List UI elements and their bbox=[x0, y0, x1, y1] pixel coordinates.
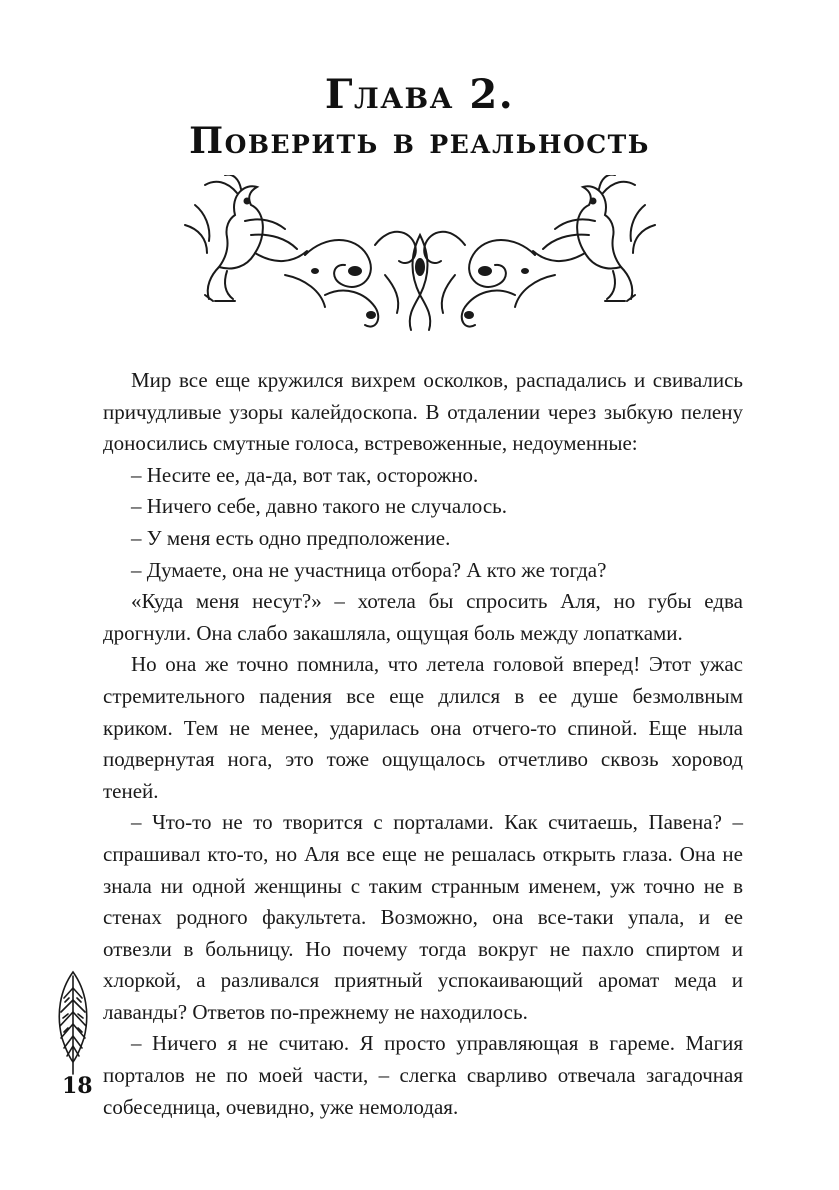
page-number: 18 bbox=[62, 1073, 93, 1099]
chapter-body-text bbox=[103, 365, 743, 1123]
paragraph: – Что-то не то творится с порталами. Как считаешь, Павена? – спрашивал кто-то, но Аля все еще не решалась открыть глаза. Она не знала ни одной женщины с таким странным именем, уж точно не в стенах родного факультета. Возможно, она все-таки упала, и ее отвезли в больницу. Но почему тогда вокруг не пахло спиртом и хлоркой, а разливался приятный успокаивающий аромат меда и лаванды? Ответов по-прежнему не находилось. bbox=[103, 810, 743, 1024]
paragraph: «Куда меня несут?» – хотела бы спросить Аля, но губы едва дрогнули. Она слабо закашляла, ощущая боль между лопатками. bbox=[103, 589, 743, 645]
feather-icon bbox=[52, 968, 94, 1078]
birds-and-scrolls-ornament-icon bbox=[175, 175, 665, 340]
paragraph: Но она же точно помнила, что летела головой вперед! Этот ужас стремительного падения все еще длился в ее душе безмолвным криком. Тем не менее, ударилась она отчего-то спиной. Еще ныла подвернутая нога, это тоже ощущалось отчетливо сквозь хоровод теней. bbox=[103, 652, 743, 803]
paragraph: Мир все еще кружился вихрем осколков, распадались и свивались причудливые узоры калейдоскопа. В отдалении через зыбкую пелену доносились смутные голоса, встревоженные, недоуменные: bbox=[103, 368, 743, 456]
paragraph: – Несите ее, да-да, вот так, осторожно. bbox=[131, 462, 479, 487]
chapter-title: Поверить в реальность bbox=[189, 120, 650, 162]
chapter-heading bbox=[0, 72, 839, 164]
paragraph: – У меня есть одно предположение. bbox=[131, 525, 451, 550]
paragraph: – Ничего себе, давно такого не случалось. bbox=[131, 494, 507, 519]
chapter-number: Глава 2. bbox=[324, 71, 515, 118]
paragraph: – Ничего я не считаю. Я просто управляющая в гареме. Магия порталов не по моей части, – слегка сварливо отвечала загадочная собеседница, очевидно, уже немолодая. bbox=[103, 1031, 743, 1119]
paragraph: – Думаете, она не участница отбора? А кто же тогда? bbox=[131, 557, 607, 582]
